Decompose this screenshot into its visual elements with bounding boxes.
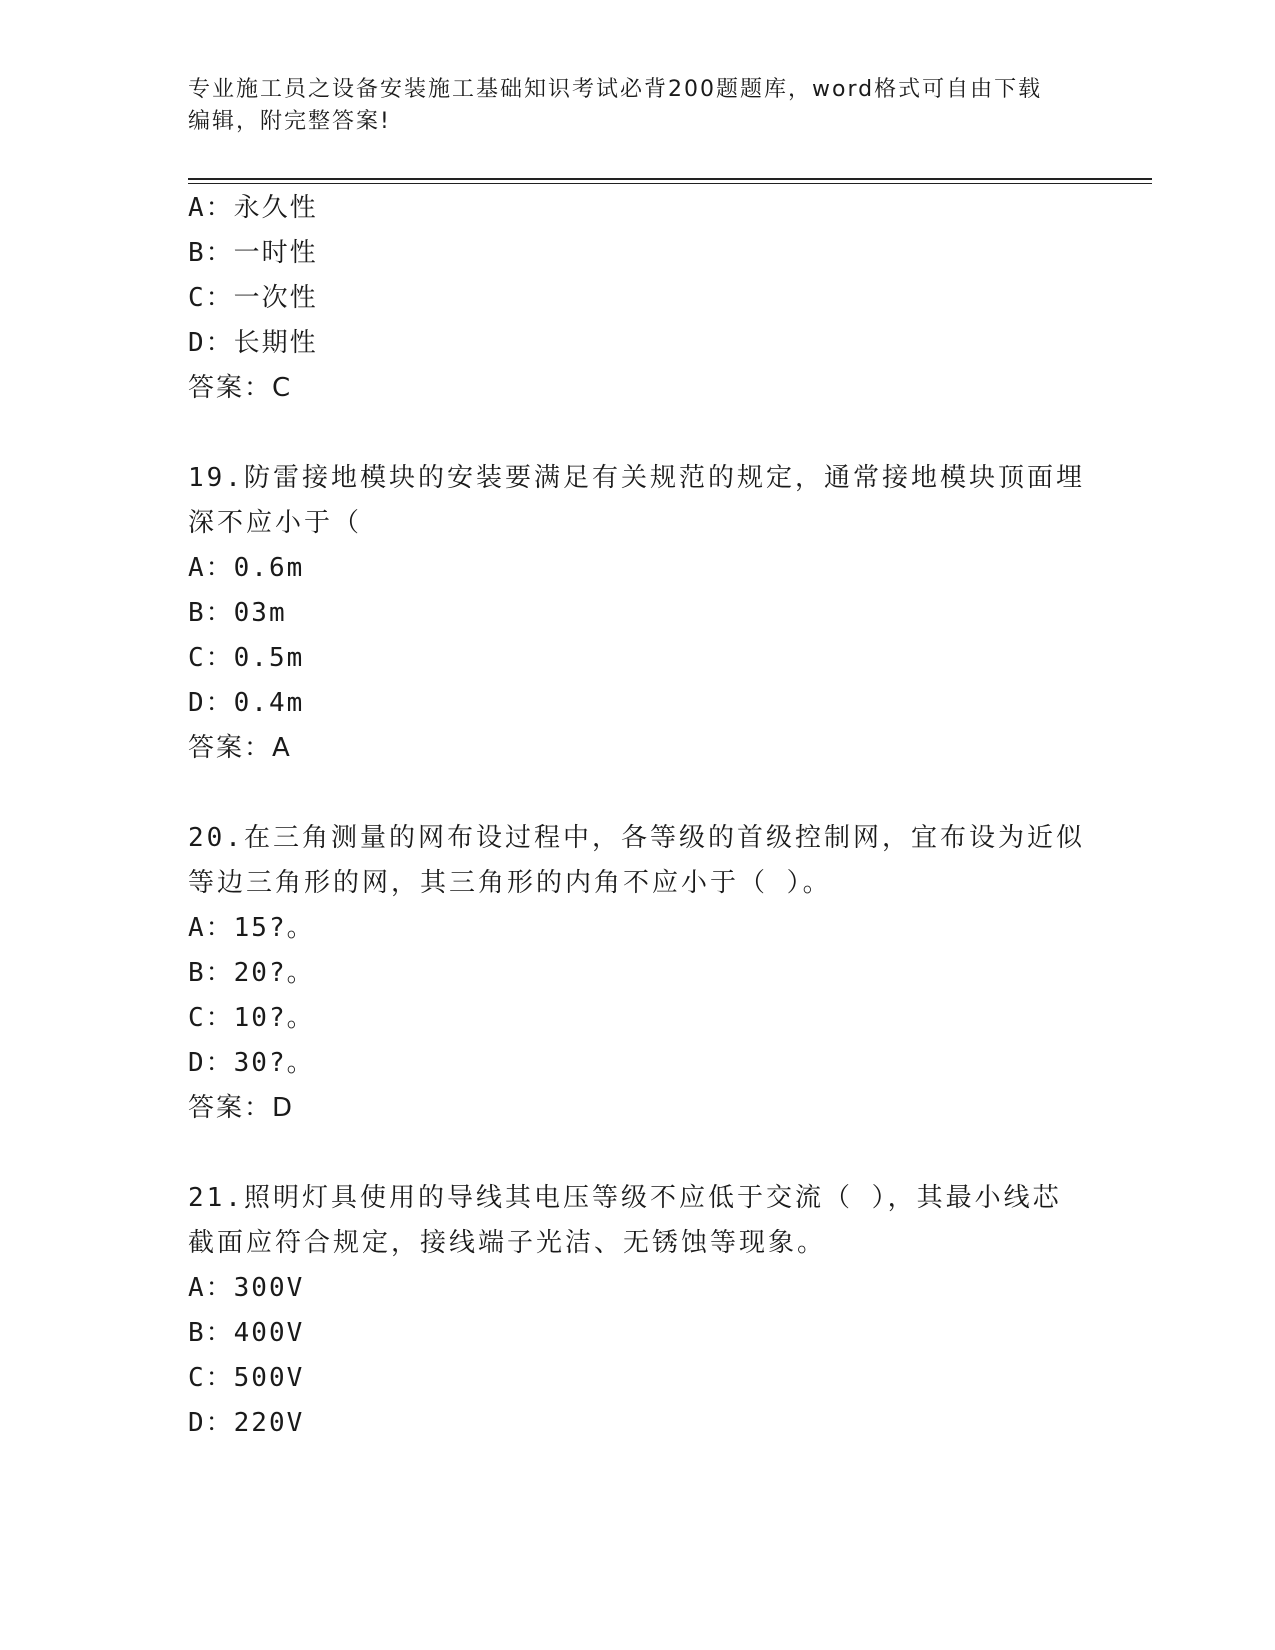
q21-option-b: B：400V — [188, 1318, 305, 1348]
q21-option-a: A：300V — [188, 1273, 305, 1303]
q18-option-c: C：一次性 — [188, 283, 318, 313]
q21-question-line-2: 截面应符合规定，接线端子光洁、无锈蚀等现象。 — [188, 1228, 827, 1258]
q20-option-c: C：10?。 — [188, 1003, 315, 1033]
q20-option-b: B：20?。 — [188, 958, 315, 988]
q20-question-line-2: 等边三角形的网，其三角形的内角不应小于（ ）。 — [188, 868, 832, 898]
q21-option-d: D：220V — [188, 1408, 305, 1438]
q19-option-b: B：03m — [188, 598, 287, 628]
q21-option-c: C：500V — [188, 1363, 305, 1393]
q19-answer: 答案：A — [188, 733, 292, 763]
header-divider-thin — [188, 183, 1152, 184]
header-line-2: 编辑，附完整答案! — [188, 109, 391, 134]
q20-option-a: A：15?。 — [188, 913, 315, 943]
q18-answer: 答案：C — [188, 373, 293, 403]
q19-question-line-2: 深不应小于（ — [188, 508, 363, 538]
q21-question-line-1: 21.照明灯具使用的导线其电压等级不应低于交流（ ），其最小线芯 — [188, 1183, 1062, 1213]
q19-option-c: C：0.5m — [188, 643, 305, 673]
q19-option-a: A：0.6m — [188, 553, 305, 583]
q20-question-line-1: 20.在三角测量的网布设过程中，各等级的首级控制网，宜布设为近似 — [188, 823, 1085, 853]
document-header — [188, 74, 1068, 138]
q20-answer: 答案：D — [188, 1093, 295, 1123]
q18-option-d: D：长期性 — [188, 328, 318, 358]
header-line-1: 专业施工员之设备安装施工基础知识考试必背200题题库，word格式可自由下载 — [188, 77, 1043, 102]
q19-option-d: D：0.4m — [188, 688, 305, 718]
header-divider-thick — [188, 178, 1152, 180]
q18-option-a: A：永久性 — [188, 193, 318, 223]
q18-option-b: B：一时性 — [188, 238, 318, 268]
q19-question-line-1: 19.防雷接地模块的安装要满足有关规范的规定，通常接地模块顶面埋 — [188, 463, 1085, 493]
q20-option-d: D：30?。 — [188, 1048, 315, 1078]
